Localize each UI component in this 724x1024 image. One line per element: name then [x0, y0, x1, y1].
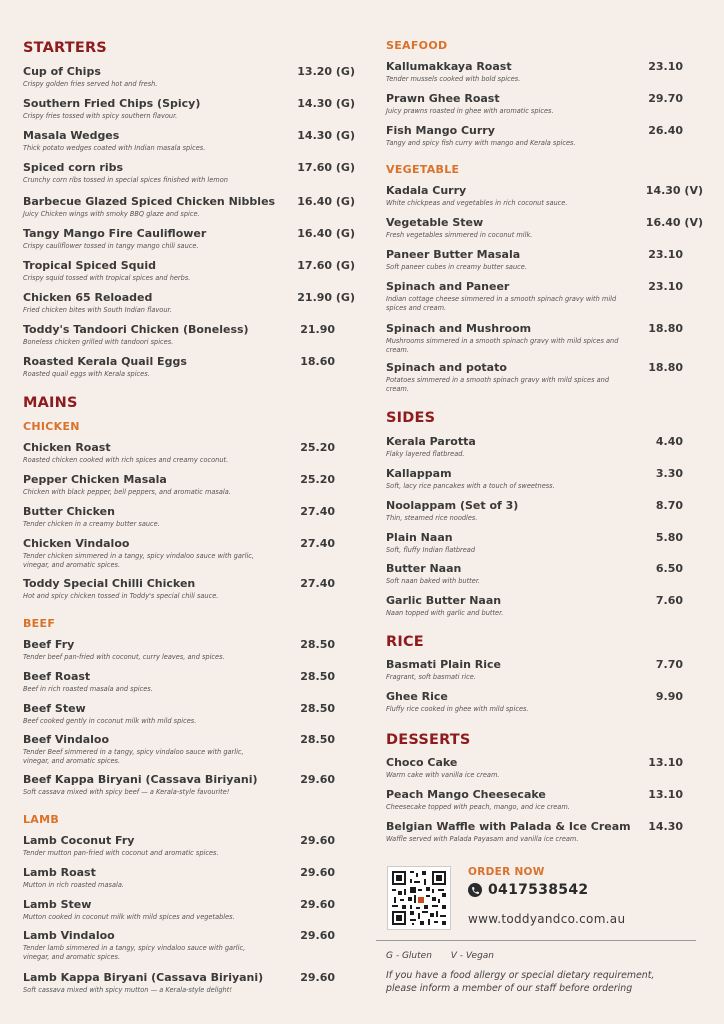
item-name: Cup of Chips: [23, 65, 101, 78]
qr-code[interactable]: [387, 866, 451, 930]
menu-item: [23, 259, 355, 283]
item-price: 17.60 (G): [297, 259, 355, 272]
menu-item: [386, 248, 703, 272]
item-price: 29.60: [300, 834, 335, 847]
vegetable-title: VEGETABLE: [386, 163, 460, 176]
item-desc: Crispy golden fries served hot and fresh.: [23, 80, 158, 88]
item-desc: Potatoes simmered in a smooth spinach gravy with mild spices and cream.: [386, 376, 610, 393]
item-price: 28.50: [300, 670, 335, 683]
item-desc: Warm cake with vanilla ice cream.: [386, 771, 500, 779]
menu-item: [386, 184, 703, 208]
item-name: Basmati Plain Rice: [386, 658, 502, 671]
menu-item: [23, 929, 355, 961]
menu-item: [23, 702, 355, 726]
item-desc: Thin, steamed rice noodles.: [386, 514, 478, 522]
menu-item: [386, 92, 703, 116]
phone-number[interactable]: 0417538542: [488, 882, 589, 898]
seafood-title: SEAFOOD: [386, 39, 448, 52]
item-price: 25.20: [300, 441, 335, 454]
item-price: 14.30: [648, 820, 683, 833]
item-price: 23.10: [648, 280, 683, 293]
menu-item: [386, 658, 703, 682]
item-price: 3.30: [655, 467, 683, 480]
item-desc: Tender beef pan-fried with coconut, curry leaves, and spices.: [23, 653, 225, 661]
menu-item: [386, 322, 703, 354]
menu-item: [386, 361, 703, 393]
menu-item: [23, 898, 355, 922]
item-name: Butter Naan: [386, 562, 462, 575]
item-name: Plain Naan: [386, 531, 453, 544]
menu-item: [386, 499, 703, 523]
item-desc: Fried chicken bites with South Indian flavour.: [23, 306, 172, 314]
item-desc: Tender chicken simmered in a tangy, spicy vindaloo sauce with garlic, vinegar, and aromatic spices.: [23, 552, 254, 569]
item-desc: Soft cassava mixed with spicy mutton — a Kerala-style delight!: [23, 986, 232, 994]
rice-title: RICE: [386, 634, 424, 650]
item-name: Prawn Ghee Roast: [386, 92, 500, 105]
item-desc: Chicken with black pepper, bell peppers, and aromatic masala.: [23, 488, 231, 496]
menu-item: [23, 195, 355, 219]
item-name: Beef Vindaloo: [23, 733, 110, 746]
item-price: 13.10: [648, 756, 683, 769]
sides-title: SIDES: [386, 410, 436, 426]
item-name: Toddy Special Chilli Chicken: [23, 577, 196, 590]
desserts-title: DESSERTS: [386, 732, 471, 748]
item-name: Choco Cake: [386, 756, 458, 769]
item-name: Beef Fry: [23, 638, 75, 651]
order-section: [386, 862, 676, 934]
legend: [386, 951, 510, 961]
menu-item: [23, 65, 355, 89]
item-desc: Crispy fries tossed with spicy southern flavour.: [23, 112, 178, 120]
item-price: 5.80: [655, 531, 683, 544]
menu-item: [23, 129, 355, 153]
item-name: Pepper Chicken Masala: [23, 473, 167, 486]
item-price: 23.10: [648, 60, 683, 73]
item-desc: Indian cottage cheese simmered in a smooth spinach gravy with mild spices and cream.: [386, 295, 617, 312]
menu-item: [386, 690, 703, 714]
legend-vegan: V - Vegan: [450, 951, 495, 961]
order-now-label: ORDER NOW: [468, 866, 545, 878]
lamb-title: LAMB: [23, 813, 60, 826]
item-desc: Soft cassava mixed with spicy beef — a Kerala-style favourite!: [23, 788, 230, 796]
item-desc: Fluffy rice cooked in ghee with mild spices.: [386, 705, 529, 713]
item-name: Butter Chicken: [23, 505, 115, 518]
item-name: Kallappam: [386, 467, 452, 480]
item-desc: Cheesecake topped with peach, mango, and ice cream.: [386, 803, 570, 811]
item-price: 18.80: [648, 361, 683, 374]
item-price: 25.20: [300, 473, 335, 486]
item-price: 27.40: [300, 577, 335, 590]
item-price: 13.20 (G): [297, 65, 355, 78]
item-desc: Roasted quail eggs with Kerala spices.: [23, 370, 150, 378]
item-name: Spinach and Mushroom: [386, 322, 532, 335]
right-column: [386, 0, 703, 860]
item-price: 7.70: [655, 658, 683, 671]
item-price: 9.90: [655, 690, 683, 703]
item-desc: Waffle served with Palada Payasam and vanilla ice cream.: [386, 835, 579, 843]
item-price: 29.60: [300, 866, 335, 879]
item-desc: Soft, fluffy Indian flatbread: [386, 546, 476, 554]
item-name: Tropical Spiced Squid: [23, 259, 156, 272]
menu-item: [386, 216, 703, 240]
allergy-note: If you have a food allergy or special dietary requirement, please inform a member of our staff before ordering: [386, 970, 655, 994]
menu-item: [386, 531, 703, 555]
item-desc: Tender Beef simmered in a tangy, spicy vindaloo sauce with garlic, vinegar, and aromatic spices.: [23, 748, 244, 765]
item-name: Masala Wedges: [23, 129, 120, 142]
item-name: Lamb Roast: [23, 866, 96, 879]
starters-title: STARTERS: [23, 40, 107, 56]
item-price: 16.40 (G): [297, 195, 355, 208]
menu-item: [23, 323, 355, 347]
item-price: 28.50: [300, 638, 335, 651]
item-desc: White chickpeas and vegetables in rich coconut sauce.: [386, 199, 568, 207]
item-desc: Boneless chicken grilled with tandoori spices.: [23, 338, 174, 346]
item-name: Paneer Butter Masala: [386, 248, 521, 261]
left-column: [23, 0, 355, 1024]
item-price: 18.60: [300, 355, 335, 368]
item-price: 17.60 (G): [297, 161, 355, 174]
menu-item: [23, 227, 355, 251]
menu-item: [23, 473, 355, 497]
item-price: 28.50: [300, 702, 335, 715]
item-price: 29.60: [300, 929, 335, 942]
website-link[interactable]: www.toddyandco.com.au: [468, 912, 626, 926]
menu-item: [23, 161, 355, 185]
item-price: 27.40: [300, 505, 335, 518]
item-desc: Beef in rich roasted masala and spices.: [23, 685, 153, 693]
menu-item: [23, 537, 355, 569]
item-price: 16.40 (V): [645, 216, 703, 229]
item-price: 14.30 (V): [645, 184, 703, 197]
item-desc: Fragrant, soft basmati rice.: [386, 673, 476, 681]
item-price: 6.50: [655, 562, 683, 575]
item-desc: Beef cooked gently in coconut milk with mild spices.: [23, 717, 197, 725]
item-name: Toddy's Tandoori Chicken (Boneless): [23, 323, 249, 336]
item-price: 23.10: [648, 248, 683, 261]
menu-item: [23, 733, 355, 765]
item-desc: Soft naan baked with butter.: [386, 577, 481, 585]
item-name: Beef Stew: [23, 702, 86, 715]
item-desc: Thick potato wedges coated with Indian masala spices.: [23, 144, 206, 152]
phone-icon: [468, 883, 482, 897]
legend-gluten: G - Gluten: [386, 951, 432, 961]
item-desc: Crunchy corn ribs tossed in special spices finished with lemon: [23, 176, 228, 184]
item-desc: Tender mutton pan-fried with coconut and aromatic spices.: [23, 849, 219, 857]
item-price: 28.50: [300, 733, 335, 746]
item-price: 14.30 (G): [297, 129, 355, 142]
item-price: 8.70: [655, 499, 683, 512]
item-name: Garlic Butter Naan: [386, 594, 502, 607]
menu-item: [386, 467, 703, 491]
menu-item: [23, 971, 355, 995]
item-name: Spiced corn ribs: [23, 161, 124, 174]
menu-item: [386, 562, 703, 586]
item-price: 21.90: [300, 323, 335, 336]
menu-item: [23, 638, 355, 662]
item-desc: Tangy and spicy fish curry with mango and Kerala spices.: [386, 139, 576, 147]
item-desc: Juicy Chicken wings with smoky BBQ glaze and spice.: [23, 210, 200, 218]
item-name: Lamb Stew: [23, 898, 92, 911]
item-price: 29.70: [648, 92, 683, 105]
item-desc: Mutton in rich roasted masala.: [23, 881, 124, 889]
item-price: 16.40 (G): [297, 227, 355, 240]
menu-item: [386, 820, 703, 844]
menu-item: [386, 788, 703, 812]
menu-item: [386, 435, 703, 459]
item-name: Chicken Vindaloo: [23, 537, 130, 550]
mains-title: MAINS: [23, 395, 78, 411]
item-price: 29.60: [300, 971, 335, 984]
item-desc: Mushrooms simmered in a smooth spinach gravy with mild spices and cream.: [386, 337, 619, 354]
item-price: 4.40: [655, 435, 683, 448]
menu-item: [23, 97, 355, 121]
item-name: Noolappam (Set of 3): [386, 499, 519, 512]
menu-item: [23, 441, 355, 465]
item-desc: Mutton cooked in coconut milk with mild spices and vegetables.: [23, 913, 235, 921]
item-name: Beef Roast: [23, 670, 91, 683]
item-name: Kallumakkaya Roast: [386, 60, 512, 73]
item-price: 21.90 (G): [297, 291, 355, 304]
item-name: Tangy Mango Fire Cauliflower: [23, 227, 207, 240]
item-name: Vegetable Stew: [386, 216, 484, 229]
item-price: 26.40: [648, 124, 683, 137]
item-price: 27.40: [300, 537, 335, 550]
item-name: Fish Mango Curry: [386, 124, 495, 137]
item-name: Lamb Vindaloo: [23, 929, 115, 942]
item-price: 7.60: [655, 594, 683, 607]
phone-row[interactable]: [468, 882, 588, 898]
menu-item: [23, 773, 355, 797]
item-name: Belgian Waffle with Palada & Ice Cream: [386, 820, 631, 833]
item-desc: Flaky layered flatbread.: [386, 450, 465, 458]
item-name: Lamb Coconut Fry: [23, 834, 135, 847]
menu-item: [23, 291, 355, 315]
item-desc: Hot and spicy chicken tossed in Toddy's special chili sauce.: [23, 592, 219, 600]
item-name: Spinach and potato: [386, 361, 507, 374]
item-name: Roasted Kerala Quail Eggs: [23, 355, 187, 368]
item-price: 14.30 (G): [297, 97, 355, 110]
menu-item: [386, 594, 703, 618]
item-price: 18.80: [648, 322, 683, 335]
item-desc: Tender mussels cooked with bold spices.: [386, 75, 521, 83]
menu-item: [386, 756, 703, 780]
beef-title: BEEF: [23, 617, 56, 630]
menu-item: [386, 280, 703, 312]
item-desc: Soft paneer cubes in creamy butter sauce.: [386, 263, 527, 271]
item-name: Chicken Roast: [23, 441, 111, 454]
item-name: Barbecue Glazed Spiced Chicken Nibbles: [23, 195, 276, 208]
item-desc: Crispy cauliflower tossed in tangy mango chili sauce.: [23, 242, 199, 250]
item-name: Kadala Curry: [386, 184, 467, 197]
item-name: Chicken 65 Reloaded: [23, 291, 153, 304]
item-desc: Naan topped with garlic and butter.: [386, 609, 504, 617]
menu-item: [23, 355, 355, 379]
menu-item: [23, 577, 355, 601]
item-price: 29.60: [300, 898, 335, 911]
menu-item: [386, 124, 703, 148]
item-desc: Tender chicken in a creamy butter sauce.: [23, 520, 160, 528]
item-name: Kerala Parotta: [386, 435, 476, 448]
item-desc: Crispy squid tossed with tropical spices and herbs.: [23, 274, 191, 282]
divider: [376, 940, 696, 941]
chicken-title: CHICKEN: [23, 420, 80, 433]
item-price: 29.60: [300, 773, 335, 786]
item-desc: Juicy prawns roasted in ghee with aromatic spices.: [386, 107, 554, 115]
menu-item: [23, 505, 355, 529]
item-desc: Roasted chicken cooked with rich spices and creamy coconut.: [23, 456, 229, 464]
item-desc: Fresh vegetables simmered in coconut milk.: [386, 231, 533, 239]
item-desc: Soft, lacy rice pancakes with a touch of sweetness.: [386, 482, 555, 490]
item-name: Southern Fried Chips (Spicy): [23, 97, 201, 110]
item-name: Peach Mango Cheesecake: [386, 788, 546, 801]
item-price: 13.10: [648, 788, 683, 801]
item-name: Spinach and Paneer: [386, 280, 510, 293]
menu-item: [23, 670, 355, 694]
item-desc: Tender lamb simmered in a tangy, spicy vindaloo sauce with garlic, vinegar, and aromatic spices.: [23, 944, 246, 961]
menu-item: [386, 60, 703, 84]
item-name: Lamb Kappa Biryani (Cassava Biriyani): [23, 971, 264, 984]
item-name: Ghee Rice: [386, 690, 448, 703]
menu-item: [23, 866, 355, 890]
item-name: Beef Kappa Biryani (Cassava Biriyani): [23, 773, 258, 786]
menu-item: [23, 834, 355, 858]
